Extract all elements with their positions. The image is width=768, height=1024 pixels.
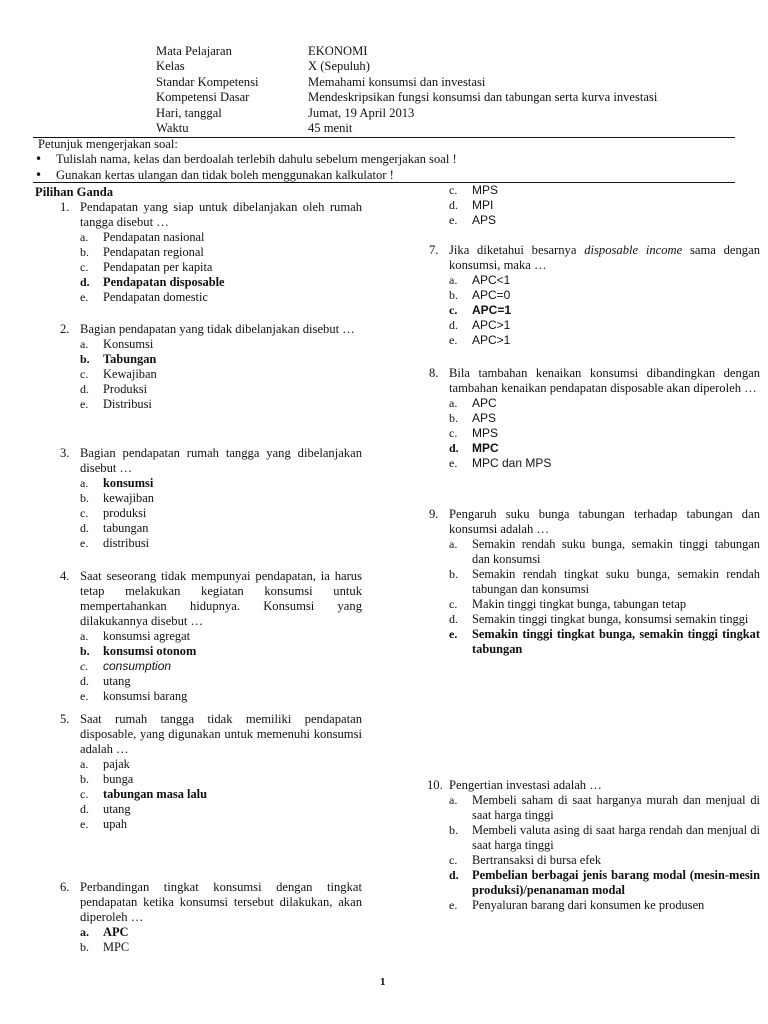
option-a (449, 396, 760, 411)
option-letter: b. (80, 940, 89, 954)
option-text: APC=1 (472, 303, 512, 317)
option-text: APC (103, 925, 129, 939)
option-letter: d. (80, 674, 89, 688)
option-text: tabungan (103, 521, 149, 535)
option-list (60, 230, 362, 305)
question-text: Saat seseorang tidak mempunyai pendapatan, ia harus tetap melakukan kegiatan konsumsi untuk mempertahankan hidupnya. Konsumsi yang dilakukannya disebut … (80, 569, 362, 628)
option-text: Pendapatan disposable (103, 275, 225, 289)
option-b (449, 288, 760, 303)
option-letter: d. (80, 382, 89, 396)
option-text: Distribusi (103, 397, 152, 411)
header-label: Standar Kompetensi (156, 74, 259, 89)
header-label: Kelas (156, 59, 185, 74)
option-letter: a. (80, 925, 89, 939)
option-text: consumption (103, 659, 172, 673)
question-text: Perbandingan tingkat konsumsi dengan tingkat pendapatan ketika konsumsi tersebut dilakukan, akan diperoleh … (80, 880, 362, 924)
option-text: Semakin tinggi tingkat bunga, semakin tinggi tingkat tabungan (472, 627, 760, 656)
instruction-item: • Tulislah nama, kelas dan berdoalah terlebih dahulu sebelum mengerjakan soal ! (33, 152, 457, 168)
option-letter: b. (449, 823, 458, 837)
option-b (449, 411, 760, 426)
option-letter: d. (80, 521, 89, 535)
option-c (80, 367, 362, 382)
option-c (80, 506, 362, 521)
option-d (80, 674, 362, 689)
header-row (156, 59, 657, 74)
option-d-correct (80, 275, 362, 290)
option-letter: c. (80, 659, 89, 673)
option-text: upah (103, 817, 128, 831)
option-letter: d. (449, 868, 459, 882)
option-b (80, 245, 362, 260)
option-text: APS (472, 213, 497, 227)
option-text: Bertransaksi di bursa efek (472, 853, 602, 867)
option-letter: c. (449, 853, 458, 867)
option-list (429, 183, 760, 228)
question-number: 1. (60, 200, 70, 214)
option-list (60, 337, 362, 412)
option-a (80, 337, 362, 352)
option-letter: d. (449, 612, 458, 626)
question-1 (60, 200, 362, 305)
option-text: bunga (103, 772, 134, 786)
option-text: MPS (472, 183, 499, 197)
option-letter: b. (80, 491, 89, 505)
option-letter: b. (449, 567, 458, 581)
question-number: 10. (427, 778, 443, 792)
header-value: Memahami konsumsi dan investasi (308, 74, 486, 89)
option-c-correct (80, 787, 362, 802)
option-d (449, 318, 760, 333)
option-b-correct (80, 352, 362, 367)
option-list (60, 629, 362, 704)
option-a (80, 629, 362, 644)
option-d-correct (449, 868, 760, 898)
question-5 (60, 712, 362, 832)
option-text: Pendapatan per kapita (103, 260, 213, 274)
option-letter: a. (80, 629, 89, 643)
option-text: distribusi (103, 536, 150, 550)
option-text: konsumsi (103, 476, 154, 490)
option-d (449, 612, 760, 627)
option-text: Konsumsi (103, 337, 154, 351)
question-9 (429, 507, 760, 657)
question-number: 8. (429, 366, 439, 380)
option-letter: e. (449, 333, 458, 347)
header-row (156, 75, 657, 90)
option-a-correct (80, 925, 362, 940)
question-number: 2. (60, 322, 70, 336)
instructions-list (33, 152, 457, 184)
option-c (449, 597, 760, 612)
header-value: 45 menit (308, 120, 353, 135)
option-a (449, 793, 760, 823)
option-text: APC<1 (472, 273, 511, 287)
option-a-correct (80, 476, 362, 491)
question-3 (60, 446, 362, 551)
option-text: APC (472, 396, 497, 410)
section-title: Pilihan Ganda (35, 185, 114, 199)
question-text-part: sama dengan konsumsi, maka … (449, 243, 760, 272)
option-letter: b. (449, 411, 458, 425)
option-c (449, 183, 760, 198)
option-text: Produksi (103, 382, 148, 396)
option-list (60, 757, 362, 832)
option-letter: c. (80, 787, 89, 801)
option-text: APC>1 (472, 318, 511, 332)
question-number: 7. (429, 243, 439, 257)
option-letter: e. (80, 689, 89, 703)
question-7 (429, 243, 760, 348)
header-row (156, 121, 657, 136)
option-d-correct (449, 441, 760, 456)
header-row (156, 106, 657, 121)
option-c (449, 426, 760, 441)
option-letter: e. (80, 817, 89, 831)
option-a (449, 273, 760, 288)
question-text-italic: disposable income (584, 243, 683, 257)
option-text: konsumsi barang (103, 689, 188, 703)
option-letter: d. (449, 318, 458, 332)
option-b-correct (80, 644, 362, 659)
option-text: Pendapatan domestic (103, 290, 208, 304)
option-text: pajak (103, 757, 130, 771)
option-letter: a. (80, 757, 89, 771)
option-text: kewajiban (103, 491, 154, 505)
option-e (449, 213, 760, 228)
question-number: 5. (60, 712, 70, 726)
option-list (429, 396, 760, 471)
question-text: Bagian pendapatan yang tidak dibelanjakan disebut … (80, 322, 355, 336)
question-number: 9. (429, 507, 439, 521)
option-text: APC=0 (472, 288, 511, 302)
option-c (449, 853, 760, 868)
option-text: konsumsi otonom (103, 644, 197, 658)
question-text (449, 243, 760, 273)
option-text: Pembelian berbagai jenis barang modal (mesin-mesin produksi)/penanaman modal (472, 868, 760, 897)
option-text: APS (472, 411, 497, 425)
question-number: 6. (60, 880, 70, 894)
option-letter: b. (80, 772, 89, 786)
option-a (80, 757, 362, 772)
option-text: konsumsi agregat (103, 629, 191, 643)
option-letter: a. (449, 396, 458, 410)
option-letter: e. (449, 627, 458, 641)
option-text: Membeli saham di saat harganya murah dan menjual di saat harga tinggi (472, 793, 760, 822)
option-text: Semakin rendah tingkat suku bunga, semakin rendah tabungan dan konsumsi (472, 567, 760, 596)
option-letter: b. (449, 288, 458, 302)
instructions-title: Petunjuk mengerjakan soal: (38, 137, 178, 151)
question-text: Pengaruh suku bunga tabungan terhadap tabungan dan konsumsi adalah … (449, 507, 760, 536)
option-text: MPC dan MPS (472, 456, 552, 470)
question-6 (60, 880, 362, 955)
page-number: 1 (380, 976, 386, 988)
header-row (156, 90, 657, 105)
option-e (80, 290, 362, 305)
option-e (80, 817, 362, 832)
option-b (449, 567, 760, 597)
option-e (449, 456, 760, 471)
question-number: 4. (60, 569, 70, 583)
option-letter: a. (449, 793, 458, 807)
question-2 (60, 322, 362, 412)
option-letter: d. (449, 198, 458, 212)
option-e (80, 397, 362, 412)
option-letter: c. (449, 183, 458, 197)
question-6-continued (429, 183, 760, 228)
option-text: Tabungan (103, 352, 157, 366)
option-e (449, 898, 760, 913)
option-letter: c. (80, 367, 89, 381)
option-text: Membeli valuta asing di saat harga rendah dan menjual di saat harga tinggi (472, 823, 760, 852)
option-text: utang (103, 802, 131, 816)
question-text: Pendapatan yang siap untuk dibelanjakan oleh rumah tangga disebut … (80, 200, 362, 229)
header-value: Mendeskripsikan fungsi konsumsi dan tabungan serta kurva investasi (308, 90, 658, 105)
option-list (60, 476, 362, 551)
option-letter: e. (80, 536, 89, 550)
instruction-item: • Gunakan kertas ulangan dan tidak boleh menggunakan kalkulator ! (33, 168, 457, 184)
option-letter: a. (449, 537, 458, 551)
option-d (80, 802, 362, 817)
header-label: Waktu (156, 120, 189, 135)
option-b (80, 491, 362, 506)
option-text: Pendapatan nasional (103, 230, 205, 244)
option-e (449, 333, 760, 348)
header-info (156, 44, 657, 136)
option-list (60, 925, 362, 955)
option-list (429, 793, 760, 913)
question-number: 3. (60, 446, 70, 460)
option-text: Kewajiban (103, 367, 157, 381)
option-d (80, 521, 362, 536)
option-a (449, 537, 760, 567)
header-label: Hari, tanggal (156, 105, 222, 120)
option-c (80, 659, 362, 674)
option-b (80, 772, 362, 787)
option-text: Makin tinggi tingkat bunga, tabungan tetap (472, 597, 687, 611)
option-list (429, 273, 760, 348)
option-letter: c. (449, 597, 458, 611)
question-text: Bagian pendapatan rumah tangga yang dibelanjakan disebut … (80, 446, 362, 475)
option-b (449, 823, 760, 853)
option-text: Semakin tinggi tingkat bunga, konsumsi semakin tinggi (472, 612, 749, 626)
option-letter: b. (80, 644, 90, 658)
option-text: tabungan masa lalu (103, 787, 207, 801)
option-text: Pendapatan regional (103, 245, 204, 259)
header-value: Jumat, 19 April 2013 (308, 105, 415, 120)
question-text: Pengertian investasi adalah … (449, 778, 602, 792)
option-text: MPS (472, 426, 499, 440)
header-value: X (Sepuluh) (308, 59, 370, 74)
option-e (80, 536, 362, 551)
option-c (80, 260, 362, 275)
option-letter: c. (80, 260, 89, 274)
option-c-correct (449, 303, 760, 318)
option-letter: d. (449, 441, 459, 455)
header-label: Mata Pelajaran (156, 44, 232, 58)
option-text: utang (103, 674, 131, 688)
option-letter: e. (80, 397, 89, 411)
option-list (429, 537, 760, 657)
option-letter: b. (80, 245, 89, 259)
option-letter: e. (449, 213, 458, 227)
option-letter: d. (80, 802, 89, 816)
option-letter: d. (80, 275, 90, 289)
option-e (80, 689, 362, 704)
option-letter: c. (449, 426, 458, 440)
option-text: Penyaluran barang dari konsumen ke produsen (472, 898, 705, 912)
question-text: Saat rumah tangga tidak memiliki pendapatan disposable, yang digunakan untuk memenuhi konsumsi adalah … (80, 712, 362, 756)
question-text: Bila tambahan kenaikan konsumsi dibandingkan dengan tambahan kenaikan pendapatan disposable akan diperoleh … (449, 366, 760, 395)
option-text: MPC (472, 441, 499, 455)
option-letter: a. (80, 476, 89, 490)
option-text: MPC (103, 940, 130, 954)
option-text: produksi (103, 506, 147, 520)
header-label: Kompetensi Dasar (156, 90, 250, 105)
option-text: MPI (472, 198, 494, 212)
option-letter: a. (80, 230, 89, 244)
option-b (80, 940, 362, 955)
option-a (80, 230, 362, 245)
option-letter: c. (80, 506, 89, 520)
header-row (156, 44, 657, 59)
question-10 (429, 778, 760, 913)
option-text: APC>1 (472, 333, 511, 347)
question-8 (429, 366, 760, 471)
option-letter: e. (80, 290, 89, 304)
option-d (449, 198, 760, 213)
option-d (80, 382, 362, 397)
option-letter: e. (449, 456, 458, 470)
option-text: Semakin rendah suku bunga, semakin tinggi tabungan dan konsumsi (472, 537, 760, 566)
option-letter: a. (449, 273, 458, 287)
option-letter: b. (80, 352, 90, 366)
option-e-correct (449, 627, 760, 657)
question-4 (60, 569, 362, 704)
option-letter: e. (449, 898, 458, 912)
option-letter: a. (80, 337, 89, 351)
option-letter: c. (449, 303, 458, 317)
header-value: EKONOMI (308, 44, 368, 58)
question-text-part: Jika diketahui besarnya (449, 243, 577, 257)
